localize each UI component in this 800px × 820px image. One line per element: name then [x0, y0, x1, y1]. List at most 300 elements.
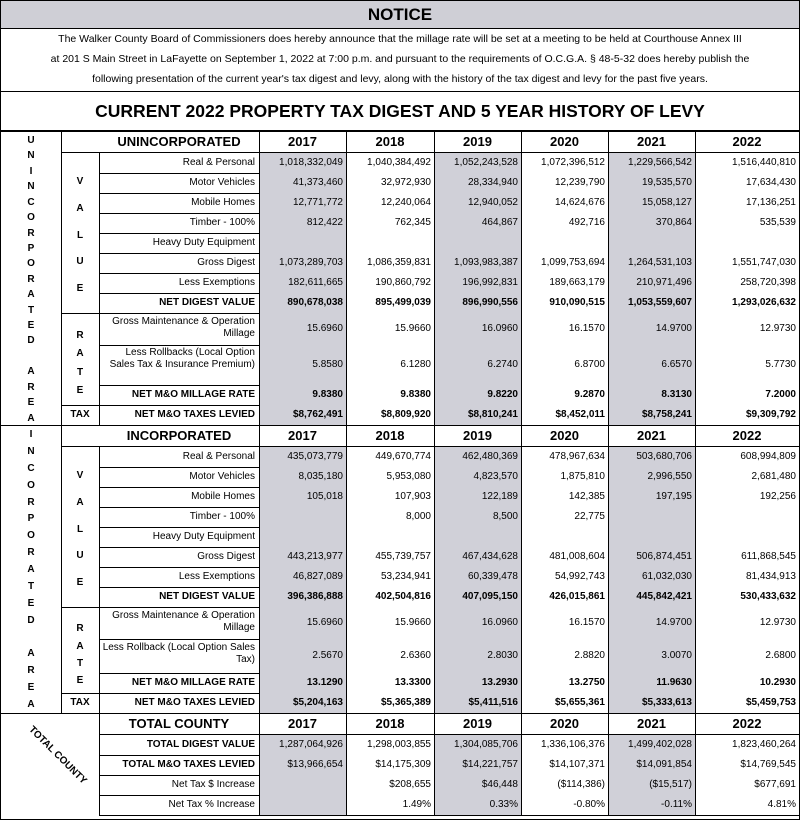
value-cell: 197,195 — [608, 487, 695, 507]
year-header: 2018 — [375, 716, 405, 731]
value-cell: 16.1570 — [521, 607, 608, 639]
value-cell: 6.8700 — [521, 345, 608, 385]
value-cell — [608, 527, 695, 547]
value-cell: 16.0960 — [434, 313, 521, 345]
value-cell: 14.9700 — [608, 313, 695, 345]
value-cell: $9,309,792 — [695, 405, 799, 425]
year-header: 2021 — [637, 134, 666, 149]
value-cell: 196,992,831 — [434, 273, 521, 293]
value-cell: 32,972,930 — [346, 173, 434, 193]
value-cell: 6.2740 — [434, 345, 521, 385]
value-cell: 1,093,983,387 — [434, 253, 521, 273]
value-cell: 13.3300 — [346, 673, 434, 693]
value-cell: 61,032,030 — [608, 567, 695, 587]
grid-line — [346, 132, 347, 425]
row-label: Less Exemptions — [178, 571, 255, 582]
value-cell: 443,213,977 — [259, 547, 346, 567]
value-cell — [695, 527, 799, 547]
value-cell: 12.9730 — [695, 607, 799, 639]
value-cell: 9.8380 — [259, 385, 346, 405]
rate-group-letter: R — [76, 330, 84, 342]
value-cell — [346, 527, 434, 547]
year-header: 2018 — [375, 134, 405, 149]
side-letter: N — [27, 445, 35, 457]
value-cell: 9.8380 — [346, 385, 434, 405]
value-cell — [434, 527, 521, 547]
side-letter: E — [27, 597, 35, 609]
value-cell: ($15,517) — [608, 775, 695, 795]
grid-line — [608, 132, 609, 425]
side-letter: R — [27, 496, 35, 508]
grid-line — [521, 426, 522, 713]
value-cell — [434, 233, 521, 253]
side-letter: O — [27, 479, 35, 491]
value-cell: 105,018 — [259, 487, 346, 507]
value-cell: 258,720,398 — [695, 273, 799, 293]
grid-line — [434, 714, 435, 815]
value-cell: 2,681,480 — [695, 467, 799, 487]
value-cell: 16.0960 — [434, 607, 521, 639]
row-label: TOTAL DIGEST VALUE — [146, 739, 255, 750]
value-cell: 17,136,251 — [695, 193, 799, 213]
value-cell: $8,809,920 — [346, 405, 434, 425]
side-letter: O — [27, 530, 35, 542]
side-letter: N — [27, 150, 35, 162]
total-county-side-label: TOTAL COUNTY — [26, 724, 89, 787]
grid-line — [695, 714, 696, 815]
value-cell: -0.11% — [608, 795, 695, 815]
side-letter: A — [27, 564, 35, 576]
value-cell: 407,095,150 — [434, 587, 521, 607]
value-cell: 2.8030 — [434, 639, 521, 673]
row-label: Net Tax % Increase — [168, 799, 255, 810]
grid-line — [434, 132, 435, 425]
value-cell: 812,422 — [259, 213, 346, 233]
value-cell: 455,739,757 — [346, 547, 434, 567]
year-header: 2022 — [732, 428, 762, 443]
value-cell: 435,073,779 — [259, 447, 346, 467]
side-letter: P — [27, 242, 35, 254]
side-letter: A — [27, 366, 35, 378]
value-cell: 478,967,634 — [521, 447, 608, 467]
grid-line — [608, 426, 609, 713]
value-cell: 9.8220 — [434, 385, 521, 405]
side-letter: C — [27, 462, 35, 474]
value-cell: 1,287,064,926 — [259, 735, 346, 755]
value-cell: 1,304,085,706 — [434, 735, 521, 755]
value-cell: 19,535,570 — [608, 173, 695, 193]
row-label: Real & Personal — [182, 451, 255, 462]
notice-line-2: at 201 S Main Street in LaFayette on September 1, 2022 at 7:00 p.m. and pursuant to the requirements of O.C.G.A. § 48-5-32 does hereby publish the — [50, 53, 750, 65]
year-header: 2018 — [375, 428, 405, 443]
year-header: 2017 — [288, 134, 317, 149]
value-cell: 53,234,941 — [346, 567, 434, 587]
value-cell: 16.1570 — [521, 313, 608, 345]
grid-line — [99, 153, 100, 425]
value-cell: 370,864 — [608, 213, 695, 233]
value-cell: 1,053,559,607 — [608, 293, 695, 313]
side-letter: D — [27, 335, 35, 347]
value-cell: 5.8580 — [259, 345, 346, 385]
value-cell: 12,240,064 — [346, 193, 434, 213]
value-cell — [695, 507, 799, 527]
row-label: NET M&O TAXES LEVIED — [134, 409, 255, 420]
value-cell — [695, 233, 799, 253]
value-cell — [608, 233, 695, 253]
grid-line — [99, 815, 799, 816]
value-cell: $5,365,389 — [346, 693, 434, 713]
rate-group-letter: E — [76, 674, 84, 686]
grid-line — [346, 426, 347, 713]
value-cell: 1,229,566,542 — [608, 153, 695, 173]
value-cell: 60,339,478 — [434, 567, 521, 587]
value-cell: 1,072,396,512 — [521, 153, 608, 173]
value-cell — [259, 775, 346, 795]
grid-line — [695, 426, 696, 713]
grid-line — [61, 607, 99, 608]
value-cell: $5,459,753 — [695, 693, 799, 713]
grid-line — [99, 447, 100, 713]
value-cell: 192,256 — [695, 487, 799, 507]
section-heading: INCORPORATED — [126, 428, 232, 443]
value-group-letter: A — [76, 497, 84, 508]
value-cell: 445,842,421 — [608, 587, 695, 607]
main-title: CURRENT 2022 PROPERTY TAX DIGEST AND 5 YEAR HISTORY OF LEVY — [1, 91, 799, 131]
value-cell: $5,411,516 — [434, 693, 521, 713]
tax-group-label: TAX — [70, 697, 90, 708]
row-label: Mobile Homes — [191, 491, 255, 502]
value-cell — [259, 527, 346, 547]
year-header: 2020 — [550, 428, 579, 443]
row-label: NET M&O MILLAGE RATE — [131, 677, 255, 688]
value-cell: 13.2750 — [521, 673, 608, 693]
value-cell: 41,373,460 — [259, 173, 346, 193]
value-cell: 896,990,556 — [434, 293, 521, 313]
value-cell: 28,334,940 — [434, 173, 521, 193]
value-cell: 9.2870 — [521, 385, 608, 405]
row-label: Less Rollbacks (Local Option Sales Tax & Insurance Premium) — [109, 347, 255, 370]
section-heading: TOTAL COUNTY — [128, 716, 230, 731]
side-letter: U — [27, 135, 35, 146]
grid-line — [521, 714, 522, 815]
value-cell: 1,086,359,831 — [346, 253, 434, 273]
value-cell: 17,634,430 — [695, 173, 799, 193]
value-cell: 1,073,289,703 — [259, 253, 346, 273]
value-cell: 8.3130 — [608, 385, 695, 405]
value-cell: 481,008,604 — [521, 547, 608, 567]
row-label: Timber - 100% — [189, 511, 255, 522]
value-cell: 1,040,384,492 — [346, 153, 434, 173]
value-cell: $14,769,545 — [695, 755, 799, 775]
value-cell: 6.1280 — [346, 345, 434, 385]
value-cell: 1,052,243,528 — [434, 153, 521, 173]
side-letter: R — [27, 227, 35, 239]
notice-line-3: following presentation of the current year's tax digest and levy, along with the history of the tax digest and levy for the past five years. — [92, 73, 708, 85]
side-letter: R — [27, 273, 35, 285]
row-label: Timber - 100% — [189, 217, 255, 228]
year-header: 2020 — [550, 716, 579, 731]
side-letter: O — [27, 212, 35, 224]
rate-group-letter: A — [76, 348, 84, 360]
value-group-letter: L — [76, 229, 84, 241]
side-letter: O — [27, 258, 35, 270]
side-letter: P — [27, 513, 35, 525]
value-cell: 14.9700 — [608, 607, 695, 639]
side-letter: A — [27, 412, 35, 424]
side-letter: E — [27, 682, 35, 694]
value-cell: 464,867 — [434, 213, 521, 233]
grid-line — [259, 426, 260, 713]
rate-group-letter: R — [76, 623, 84, 635]
row-label: Mobile Homes — [191, 197, 255, 208]
row-label: NET M&O MILLAGE RATE — [131, 389, 255, 400]
year-header: 2017 — [288, 428, 317, 443]
value-cell: 2.8820 — [521, 639, 608, 673]
value-cell: 189,663,179 — [521, 273, 608, 293]
row-label: Net Tax $ Increase — [171, 779, 255, 790]
value-cell: 895,499,039 — [346, 293, 434, 313]
value-cell: 54,992,743 — [521, 567, 608, 587]
grid-line — [695, 132, 696, 425]
value-cell: 15.9660 — [346, 607, 434, 639]
value-cell: 762,345 — [346, 213, 434, 233]
value-cell: 12.9730 — [695, 313, 799, 345]
value-cell: 402,504,816 — [346, 587, 434, 607]
row-label: NET DIGEST VALUE — [159, 297, 255, 308]
side-letter: D — [27, 614, 35, 626]
value-cell: $14,091,854 — [608, 755, 695, 775]
value-cell: 8,000 — [346, 507, 434, 527]
year-header: 2021 — [637, 428, 666, 443]
value-cell: $8,758,241 — [608, 405, 695, 425]
section-heading: UNINCORPORATED — [117, 134, 241, 149]
notice-line-1: The Walker County Board of Commissioners does hereby announce that the millage rate will be set at a meeting to be held at Courthouse Annex III — [58, 33, 742, 45]
value-group-letter: L — [76, 523, 84, 535]
value-cell: 503,680,706 — [608, 447, 695, 467]
value-cell: 14,624,676 — [521, 193, 608, 213]
value-cell: 3.0070 — [608, 639, 695, 673]
value-group-letter: E — [76, 283, 84, 294]
value-cell: $677,691 — [695, 775, 799, 795]
side-letter: T — [27, 580, 35, 592]
side-letter: R — [27, 665, 35, 677]
value-cell: 535,539 — [695, 213, 799, 233]
row-label: Heavy Duty Equipment — [152, 237, 255, 248]
value-cell: 15.6960 — [259, 313, 346, 345]
value-cell: 15.6960 — [259, 607, 346, 639]
side-letter: R — [27, 547, 35, 559]
value-cell: 4.81% — [695, 795, 799, 815]
value-cell: 1,875,810 — [521, 467, 608, 487]
value-cell: 1,336,106,376 — [521, 735, 608, 755]
value-cell — [259, 795, 346, 815]
value-cell: 890,678,038 — [259, 293, 346, 313]
value-cell: 1,264,531,103 — [608, 253, 695, 273]
value-cell: 1,551,747,030 — [695, 253, 799, 273]
value-cell: 530,433,632 — [695, 587, 799, 607]
value-cell: 8,035,180 — [259, 467, 346, 487]
value-cell: 7.2000 — [695, 385, 799, 405]
row-label: NET M&O TAXES LEVIED — [134, 697, 255, 708]
value-cell: 15.9660 — [346, 313, 434, 345]
side-letter: I — [29, 429, 33, 440]
value-cell: 467,434,628 — [434, 547, 521, 567]
value-cell — [521, 233, 608, 253]
value-cell: 22,775 — [521, 507, 608, 527]
grid-line — [99, 714, 100, 815]
side-letter: E — [27, 320, 35, 332]
value-cell: -0.80% — [521, 795, 608, 815]
value-group-letter: U — [76, 256, 84, 268]
value-cell: 12,940,052 — [434, 193, 521, 213]
year-header: 2022 — [732, 134, 762, 149]
value-cell: ($114,386) — [521, 775, 608, 795]
value-cell: 107,903 — [346, 487, 434, 507]
grid-line — [608, 714, 609, 815]
value-cell: 0.33% — [434, 795, 521, 815]
row-label: Heavy Duty Equipment — [152, 531, 255, 542]
value-cell — [259, 233, 346, 253]
value-cell: 2.5670 — [259, 639, 346, 673]
value-cell: 426,015,861 — [521, 587, 608, 607]
value-cell: 5,953,080 — [346, 467, 434, 487]
row-label: Less Exemptions — [178, 277, 255, 288]
value-cell: $5,204,163 — [259, 693, 346, 713]
row-label: Real & Personal — [182, 157, 255, 168]
value-cell: 15,058,127 — [608, 193, 695, 213]
value-cell: $14,107,371 — [521, 755, 608, 775]
notice-body — [1, 29, 799, 89]
rate-group-letter: E — [76, 385, 84, 397]
value-cell: 449,670,774 — [346, 447, 434, 467]
value-group-letter: E — [76, 577, 84, 588]
rate-group-letter: T — [76, 366, 84, 378]
value-cell: 1,099,753,694 — [521, 253, 608, 273]
value-cell: 1,298,003,855 — [346, 735, 434, 755]
value-cell: 81,434,913 — [695, 567, 799, 587]
value-cell — [259, 507, 346, 527]
side-letter — [23, 351, 39, 363]
value-cell: 122,189 — [434, 487, 521, 507]
row-label: TOTAL M&O TAXES LEVIED — [122, 759, 255, 770]
notice-title: NOTICE — [1, 1, 799, 29]
value-cell: $8,452,011 — [521, 405, 608, 425]
value-cell: 462,480,369 — [434, 447, 521, 467]
tax-group-label: TAX — [70, 409, 90, 420]
side-letter: I — [29, 165, 33, 177]
year-header: 2019 — [463, 716, 492, 731]
value-cell: 5.7730 — [695, 345, 799, 385]
side-letter: N — [27, 181, 35, 193]
value-cell: 190,860,792 — [346, 273, 434, 293]
value-cell: 12,771,772 — [259, 193, 346, 213]
value-cell: 46,827,089 — [259, 567, 346, 587]
value-cell: 13.1290 — [259, 673, 346, 693]
value-cell: $14,175,309 — [346, 755, 434, 775]
value-cell: 142,385 — [521, 487, 608, 507]
value-group-letter: U — [76, 550, 84, 562]
rate-group-letter: A — [76, 640, 84, 652]
value-cell — [346, 233, 434, 253]
rate-group-letter: T — [76, 657, 84, 669]
value-cell: $5,655,361 — [521, 693, 608, 713]
value-cell: 1,018,332,049 — [259, 153, 346, 173]
value-cell: 182,611,665 — [259, 273, 346, 293]
value-cell: $8,810,241 — [434, 405, 521, 425]
year-header: 2017 — [288, 716, 317, 731]
row-label: Less Rollback (Local Option Sales Tax) — [102, 642, 255, 665]
value-cell: $14,221,757 — [434, 755, 521, 775]
side-letter: A — [27, 289, 35, 301]
value-group-letter: V — [76, 176, 84, 188]
row-label: Motor Vehicles — [189, 471, 255, 482]
value-cell: 2.6360 — [346, 639, 434, 673]
row-label: Gross Digest — [197, 551, 255, 562]
value-cell: 4,823,570 — [434, 467, 521, 487]
grid-line — [259, 132, 260, 425]
grid-line — [61, 132, 62, 713]
year-header: 2020 — [550, 134, 579, 149]
value-cell: 910,090,515 — [521, 293, 608, 313]
value-cell: 2.6800 — [695, 639, 799, 673]
value-cell: $8,762,491 — [259, 405, 346, 425]
value-cell: $13,966,654 — [259, 755, 346, 775]
row-label: Gross Digest — [197, 257, 255, 268]
year-header: 2019 — [463, 134, 492, 149]
value-cell: 1.49% — [346, 795, 434, 815]
value-cell: $46,448 — [434, 775, 521, 795]
grid-line — [434, 426, 435, 713]
value-cell: 6.6570 — [608, 345, 695, 385]
side-letter: T — [27, 304, 35, 316]
value-cell: 11.9630 — [608, 673, 695, 693]
year-header: 2021 — [637, 716, 666, 731]
value-cell: 1,823,460,264 — [695, 735, 799, 755]
value-group-letter: A — [76, 203, 84, 214]
value-cell: 492,716 — [521, 213, 608, 233]
side-letter: E — [27, 397, 35, 409]
grid-line — [346, 714, 347, 815]
year-header: 2022 — [732, 716, 762, 731]
value-cell: $5,333,613 — [608, 693, 695, 713]
value-cell: 1,499,402,028 — [608, 735, 695, 755]
side-letter — [23, 632, 39, 644]
value-cell: $208,655 — [346, 775, 434, 795]
value-cell: 506,874,451 — [608, 547, 695, 567]
row-label: Gross Maintenance & Operation Millage — [112, 316, 255, 339]
value-cell: 13.2930 — [434, 673, 521, 693]
side-letter: R — [27, 381, 35, 393]
value-cell: 611,868,545 — [695, 547, 799, 567]
value-cell — [608, 507, 695, 527]
side-letter: A — [27, 648, 35, 660]
value-cell — [521, 527, 608, 547]
value-cell: 2,996,550 — [608, 467, 695, 487]
grid-line — [521, 132, 522, 425]
grid-line — [259, 714, 260, 815]
side-letter: A — [27, 699, 35, 711]
value-cell: 1,516,440,810 — [695, 153, 799, 173]
value-cell: 10.2930 — [695, 673, 799, 693]
value-cell: 210,971,496 — [608, 273, 695, 293]
row-label: NET DIGEST VALUE — [159, 591, 255, 602]
grid-line — [61, 313, 99, 314]
value-cell: 1,293,026,632 — [695, 293, 799, 313]
side-letter: C — [27, 196, 35, 208]
value-cell: 8,500 — [434, 507, 521, 527]
row-label: Motor Vehicles — [189, 177, 255, 188]
year-header: 2019 — [463, 428, 492, 443]
